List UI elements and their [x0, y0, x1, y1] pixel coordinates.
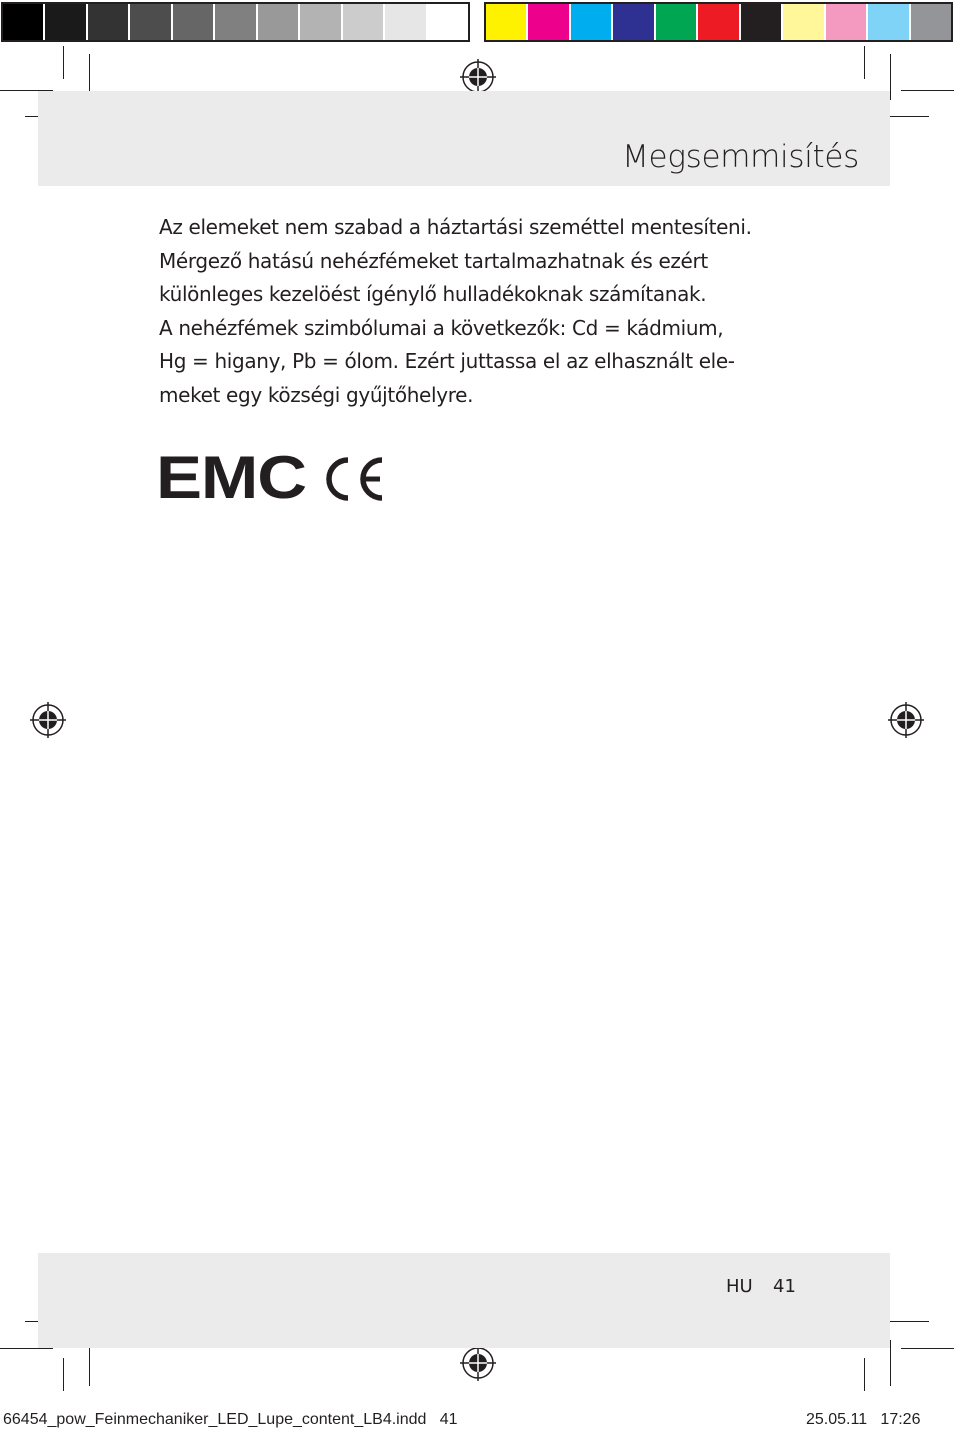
registration-mark-icon: [460, 1345, 496, 1381]
paragraph-line: Az elemeket nem szabad a háztartási szeméttel mentesíteni.: [159, 215, 752, 239]
paragraph-line: Mérgező hatású nehézfémeket tartalmazhatnak és ezért: [159, 248, 708, 273]
color-swatch: [130, 4, 172, 40]
slug-file-info: 66454_pow_Feinmechaniker_LED_Lupe_content_LB4.indd 41: [3, 1411, 458, 1428]
color-swatch: [45, 4, 87, 40]
color-swatch: [258, 4, 300, 40]
color-swatch: [868, 4, 910, 40]
registration-mark-icon: [888, 702, 924, 738]
color-swatch: [215, 4, 257, 40]
color-swatch: [486, 4, 528, 40]
disposal-paragraph: [159, 211, 799, 413]
registration-mark-icon: [460, 59, 496, 95]
paragraph-line: A nehézfémek szimbólumai a következők: Cd = kádmium,: [159, 315, 724, 340]
color-swatch: [911, 4, 951, 40]
color-swatch: [300, 4, 342, 40]
color-swatch: [741, 4, 783, 40]
color-swatch: [3, 4, 45, 40]
crop-mark: [901, 90, 954, 91]
ce-mark-icon: [321, 456, 385, 502]
crop-mark: [0, 1348, 53, 1349]
color-swatch: [428, 4, 468, 40]
color-swatch: [571, 4, 613, 40]
page-number: 41: [773, 1276, 796, 1297]
paragraph-line: meket egy községi gyűjtőhelyre.: [159, 382, 474, 407]
paragraph-line: Hg = higany, Pb = ólom. Ezért juttassa el az elhasznált ele-: [159, 349, 735, 374]
color-swatch: [88, 4, 130, 40]
color-swatch: [343, 4, 385, 40]
paragraph-line: különleges kezelöést ígénylő hulladékoknak számítanak.: [159, 282, 707, 307]
grayscale-color-bar: [1, 2, 470, 42]
slug-datetime: 25.05.11 17:26: [806, 1411, 921, 1428]
registration-mark-icon: [30, 702, 66, 738]
color-swatch: [613, 4, 655, 40]
crop-mark: [864, 46, 865, 79]
crop-mark: [890, 54, 891, 100]
color-swatch: [385, 4, 427, 40]
color-swatch: [826, 4, 868, 40]
crop-mark: [63, 1358, 64, 1391]
language-code: HU: [726, 1276, 753, 1297]
crop-mark: [63, 46, 64, 79]
color-swatch: [528, 4, 570, 40]
section-title: Megsemmisítés: [622, 139, 859, 175]
color-swatch: [783, 4, 825, 40]
crop-mark: [864, 1358, 865, 1391]
color-swatch: [656, 4, 698, 40]
emc-logo: EMC: [156, 444, 306, 511]
color-swatch: [173, 4, 215, 40]
process-color-bar: [484, 2, 953, 42]
color-swatch: [698, 4, 740, 40]
crop-mark: [901, 1348, 954, 1349]
crop-mark: [890, 1340, 891, 1386]
footer-band: [38, 1253, 890, 1348]
